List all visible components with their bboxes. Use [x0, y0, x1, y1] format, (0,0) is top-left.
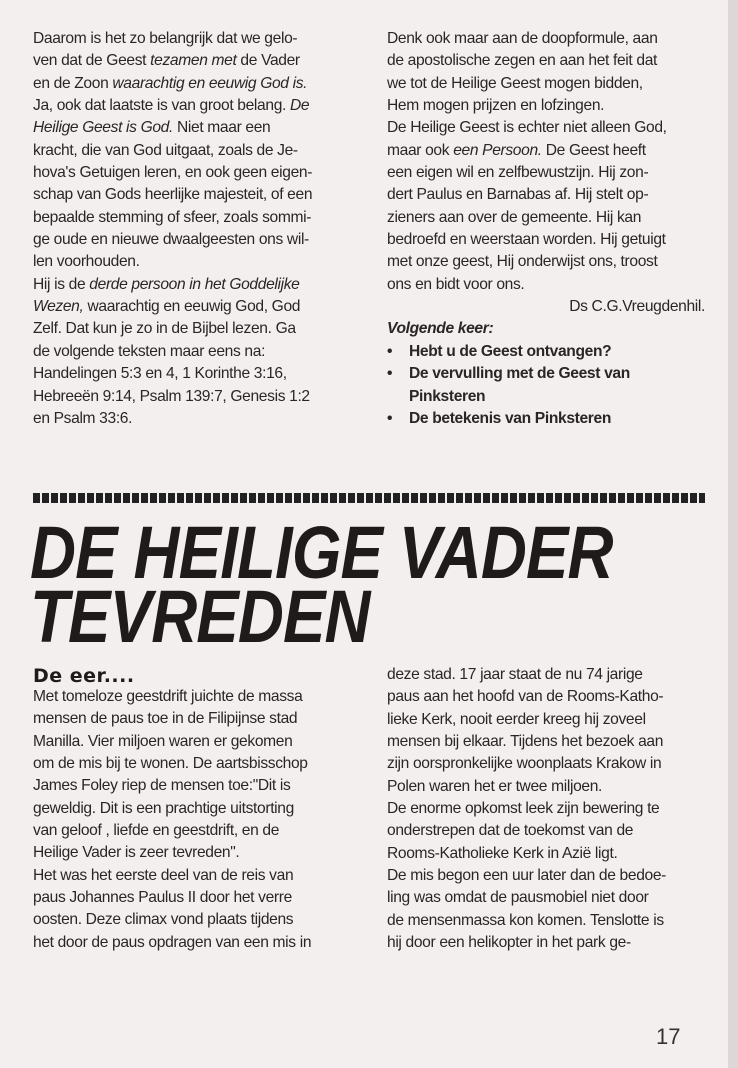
text-segment: bepaalde stemming of sfeer, zoals sommi- — [33, 208, 312, 226]
text-line — [33, 140, 312, 162]
next-time-item — [387, 363, 705, 385]
text-segment: Handelingen 5:3 en 4, 1 Korinthe 3:16, — [33, 365, 287, 383]
text-line — [33, 708, 311, 730]
text-segment: de mensenmassa kon komen. Tenslotte is — [387, 911, 664, 929]
next-time-item-text: De betekenis van Pinksteren — [409, 409, 612, 427]
top-right-text — [387, 28, 705, 296]
text-line — [387, 686, 666, 708]
text-line — [387, 910, 666, 932]
text-line — [33, 775, 311, 797]
text-line — [387, 776, 666, 798]
text-line — [387, 731, 666, 753]
text-segment: len voorhouden. — [33, 253, 140, 271]
text-segment: ling was omdat de pausmobiel niet door — [387, 889, 649, 907]
text-segment: van geloof , liefde en geestdrift, en de — [33, 822, 280, 840]
text-line — [387, 932, 666, 954]
text-segment: De enorme opkomst leek zijn bewering te — [387, 800, 660, 818]
text-segment: schap van Gods heerlijke majesteit, of een — [33, 186, 313, 204]
text-line — [33, 296, 312, 318]
signature: Ds C.G.Vreugdenhil. — [569, 298, 705, 316]
italic-text: Wezen, — [33, 298, 84, 316]
next-time-item-continued — [387, 386, 705, 408]
text-segment: een eigen wil en zelfbewustzijn. Hij zon- — [387, 164, 649, 182]
text-line — [33, 798, 311, 820]
text-line — [387, 274, 705, 296]
text-line — [387, 50, 705, 72]
text-segment: om de mis bij te wonen. De aartsbisschop — [33, 755, 308, 773]
text-line — [33, 28, 312, 50]
next-time-item — [387, 341, 705, 363]
text-line — [387, 162, 705, 184]
next-time-item-text: Pinksteren — [409, 387, 486, 405]
italic-text: waarachtig en eeuwig God is. — [112, 74, 308, 92]
text-line — [387, 664, 666, 686]
text-line — [33, 909, 311, 931]
top-right-column — [387, 28, 705, 430]
text-segment: ons en bidt voor ons. — [387, 275, 525, 293]
text-segment: zieners aan over de gemeente. Hij kan — [387, 208, 642, 226]
text-line — [387, 229, 705, 251]
text-line — [33, 184, 312, 206]
next-time-item — [387, 408, 705, 430]
text-segment: Met tomeloze geestdrift juichte de massa — [33, 688, 303, 705]
text-segment: paus Johannes Paulus II door het verre — [33, 889, 292, 907]
article-right-column — [387, 664, 666, 954]
text-line — [387, 117, 705, 139]
bullet-icon: • — [387, 365, 393, 383]
text-segment: oosten. Deze climax vond plaats tijdens — [33, 911, 294, 929]
text-line — [33, 207, 312, 229]
italic-text: een Persoon. — [453, 141, 542, 159]
text-segment: Zelf. Dat kun je zo in de Bijbel lezen. Ga — [33, 320, 296, 338]
text-line — [387, 95, 705, 117]
text-line — [33, 386, 312, 408]
text-segment: en Psalm 33:6. — [33, 409, 133, 427]
text-line — [33, 73, 312, 95]
text-segment: De mis begon een uur later dan de bedoe- — [387, 867, 667, 885]
text-segment: geweldig. Dit is een prachtige uitstorting — [33, 799, 294, 817]
text-line — [33, 117, 312, 139]
text-line — [33, 95, 312, 117]
text-line — [33, 865, 311, 887]
text-segment: deze stad. 17 jaar staat de nu 74 jarige — [387, 666, 643, 683]
italic-text: derde persoon in het Goddelijke — [89, 275, 300, 293]
text-line — [387, 251, 705, 273]
text-segment: De Heilige Geest is echter niet alleen God, — [387, 119, 667, 137]
article-title-line-1: DE HEILIGE VADER — [30, 511, 613, 594]
text-line — [33, 686, 311, 708]
article-title-line-2: TEVREDEN — [30, 575, 370, 658]
text-line — [387, 184, 705, 206]
text-segment: met onze geest, Hij onderwijst ons, troost — [387, 253, 658, 271]
next-time-item-text: De vervulling met de Geest van — [409, 365, 630, 383]
article-left-column — [33, 686, 311, 954]
text-segment: bedroefd en weerstaan worden. Hij getuigt — [387, 231, 666, 249]
text-segment: en de Zoon — [33, 74, 113, 92]
dashed-divider — [33, 493, 705, 503]
text-segment: De Geest heeft — [541, 141, 646, 159]
text-segment: kracht, die van God uitgaat, zoals de Je- — [33, 141, 298, 159]
text-segment: Hij is de — [33, 275, 90, 293]
text-segment: de Vader — [236, 52, 300, 70]
text-line — [33, 363, 312, 385]
text-line — [33, 932, 311, 954]
text-line — [33, 318, 312, 340]
bullet-icon: • — [387, 409, 393, 427]
text-segment: maar ook — [387, 141, 454, 159]
text-segment: onderstrepen dat de toekomst van de — [387, 822, 634, 840]
text-line — [33, 341, 312, 363]
text-line — [33, 887, 311, 909]
text-segment: lieke Kerk, nooit eerder kreeg hij zoveel — [387, 710, 646, 728]
text-segment: waarachtig en eeuwig God, God — [83, 298, 301, 316]
top-left-column — [33, 28, 312, 430]
text-line — [387, 28, 705, 50]
italic-text: tezamen met — [150, 52, 237, 70]
text-segment: hova's Getuigen leren, en ook geen eigen- — [33, 164, 313, 182]
text-segment: paus aan het hoofd van de Rooms-Katho- — [387, 688, 664, 706]
text-segment: Denk ook maar aan de doopformule, aan — [387, 30, 658, 47]
text-segment: mensen de paus toe in de Filipijnse stad — [33, 710, 298, 728]
text-segment: Hebreeën 9:14, Psalm 139:7, Genesis 1:2 — [33, 387, 310, 405]
text-segment: Niet maar een — [173, 119, 271, 137]
text-segment: Polen waren het er twee miljoen. — [387, 777, 603, 795]
text-segment: Manilla. Vier miljoen waren er gekomen — [33, 732, 293, 750]
text-segment: we tot de Heilige Geest mogen bidden, — [387, 74, 643, 92]
italic-text: Heilige Geest is God. — [33, 119, 173, 137]
next-time-item-text: Hebt u de Geest ontvangen? — [409, 342, 612, 360]
text-line — [33, 408, 312, 430]
text-segment: Rooms-Katholieke Kerk in Azië ligt. — [387, 844, 618, 862]
text-segment: Daarom is het zo belangrijk dat we gelo- — [33, 30, 298, 47]
text-segment: zijn oorspronkelijke woonplaats Krakow in — [387, 755, 662, 773]
text-segment: James Foley riep de mensen toe:"Dit is — [33, 777, 291, 795]
text-line — [33, 820, 311, 842]
text-line — [33, 274, 312, 296]
text-line — [33, 50, 312, 72]
text-segment: de volgende teksten maar eens na: — [33, 342, 266, 360]
text-segment: ven dat de Geest — [33, 52, 151, 70]
text-line — [387, 820, 666, 842]
text-line — [387, 843, 666, 865]
text-line — [387, 207, 705, 229]
next-time-heading: Volgende keer: — [387, 320, 494, 338]
text-line — [387, 753, 666, 775]
text-segment: dert Paulus en Barnabas af. Hij stelt op- — [387, 186, 649, 204]
text-segment: het door de paus opdragen van een mis in — [33, 933, 312, 951]
text-segment: Heilige Vader is zeer tevreden". — [33, 844, 240, 862]
italic-text: De — [289, 97, 310, 115]
text-segment: Ja, ook dat laatste is van groot belang. — [33, 97, 290, 115]
bullet-icon: • — [387, 342, 393, 360]
article-subheading: De eer.... — [33, 665, 135, 687]
text-line — [33, 229, 312, 251]
text-line — [33, 162, 312, 184]
text-line — [33, 731, 311, 753]
text-segment: de apostolische zegen en aan het feit dat — [387, 52, 658, 70]
text-line — [387, 709, 666, 731]
text-line — [387, 140, 705, 162]
text-segment: ge oude en nieuwe dwaalgeesten ons wil- — [33, 231, 309, 249]
text-segment: mensen bij elkaar. Tijdens het bezoek aan — [387, 733, 664, 751]
page-number: 17 — [656, 1024, 681, 1049]
text-line — [33, 753, 311, 775]
text-segment: hij door een helikopter in het park ge- — [387, 934, 631, 952]
text-line — [33, 251, 312, 273]
text-line — [387, 73, 705, 95]
text-segment: Het was het eerste deel van de reis van — [33, 866, 294, 884]
text-line — [387, 887, 666, 909]
text-line — [387, 865, 666, 887]
text-line — [387, 798, 666, 820]
page-edge — [728, 0, 738, 1068]
text-segment: Hem mogen prijzen en lofzingen. — [387, 97, 605, 115]
text-line — [33, 842, 311, 864]
